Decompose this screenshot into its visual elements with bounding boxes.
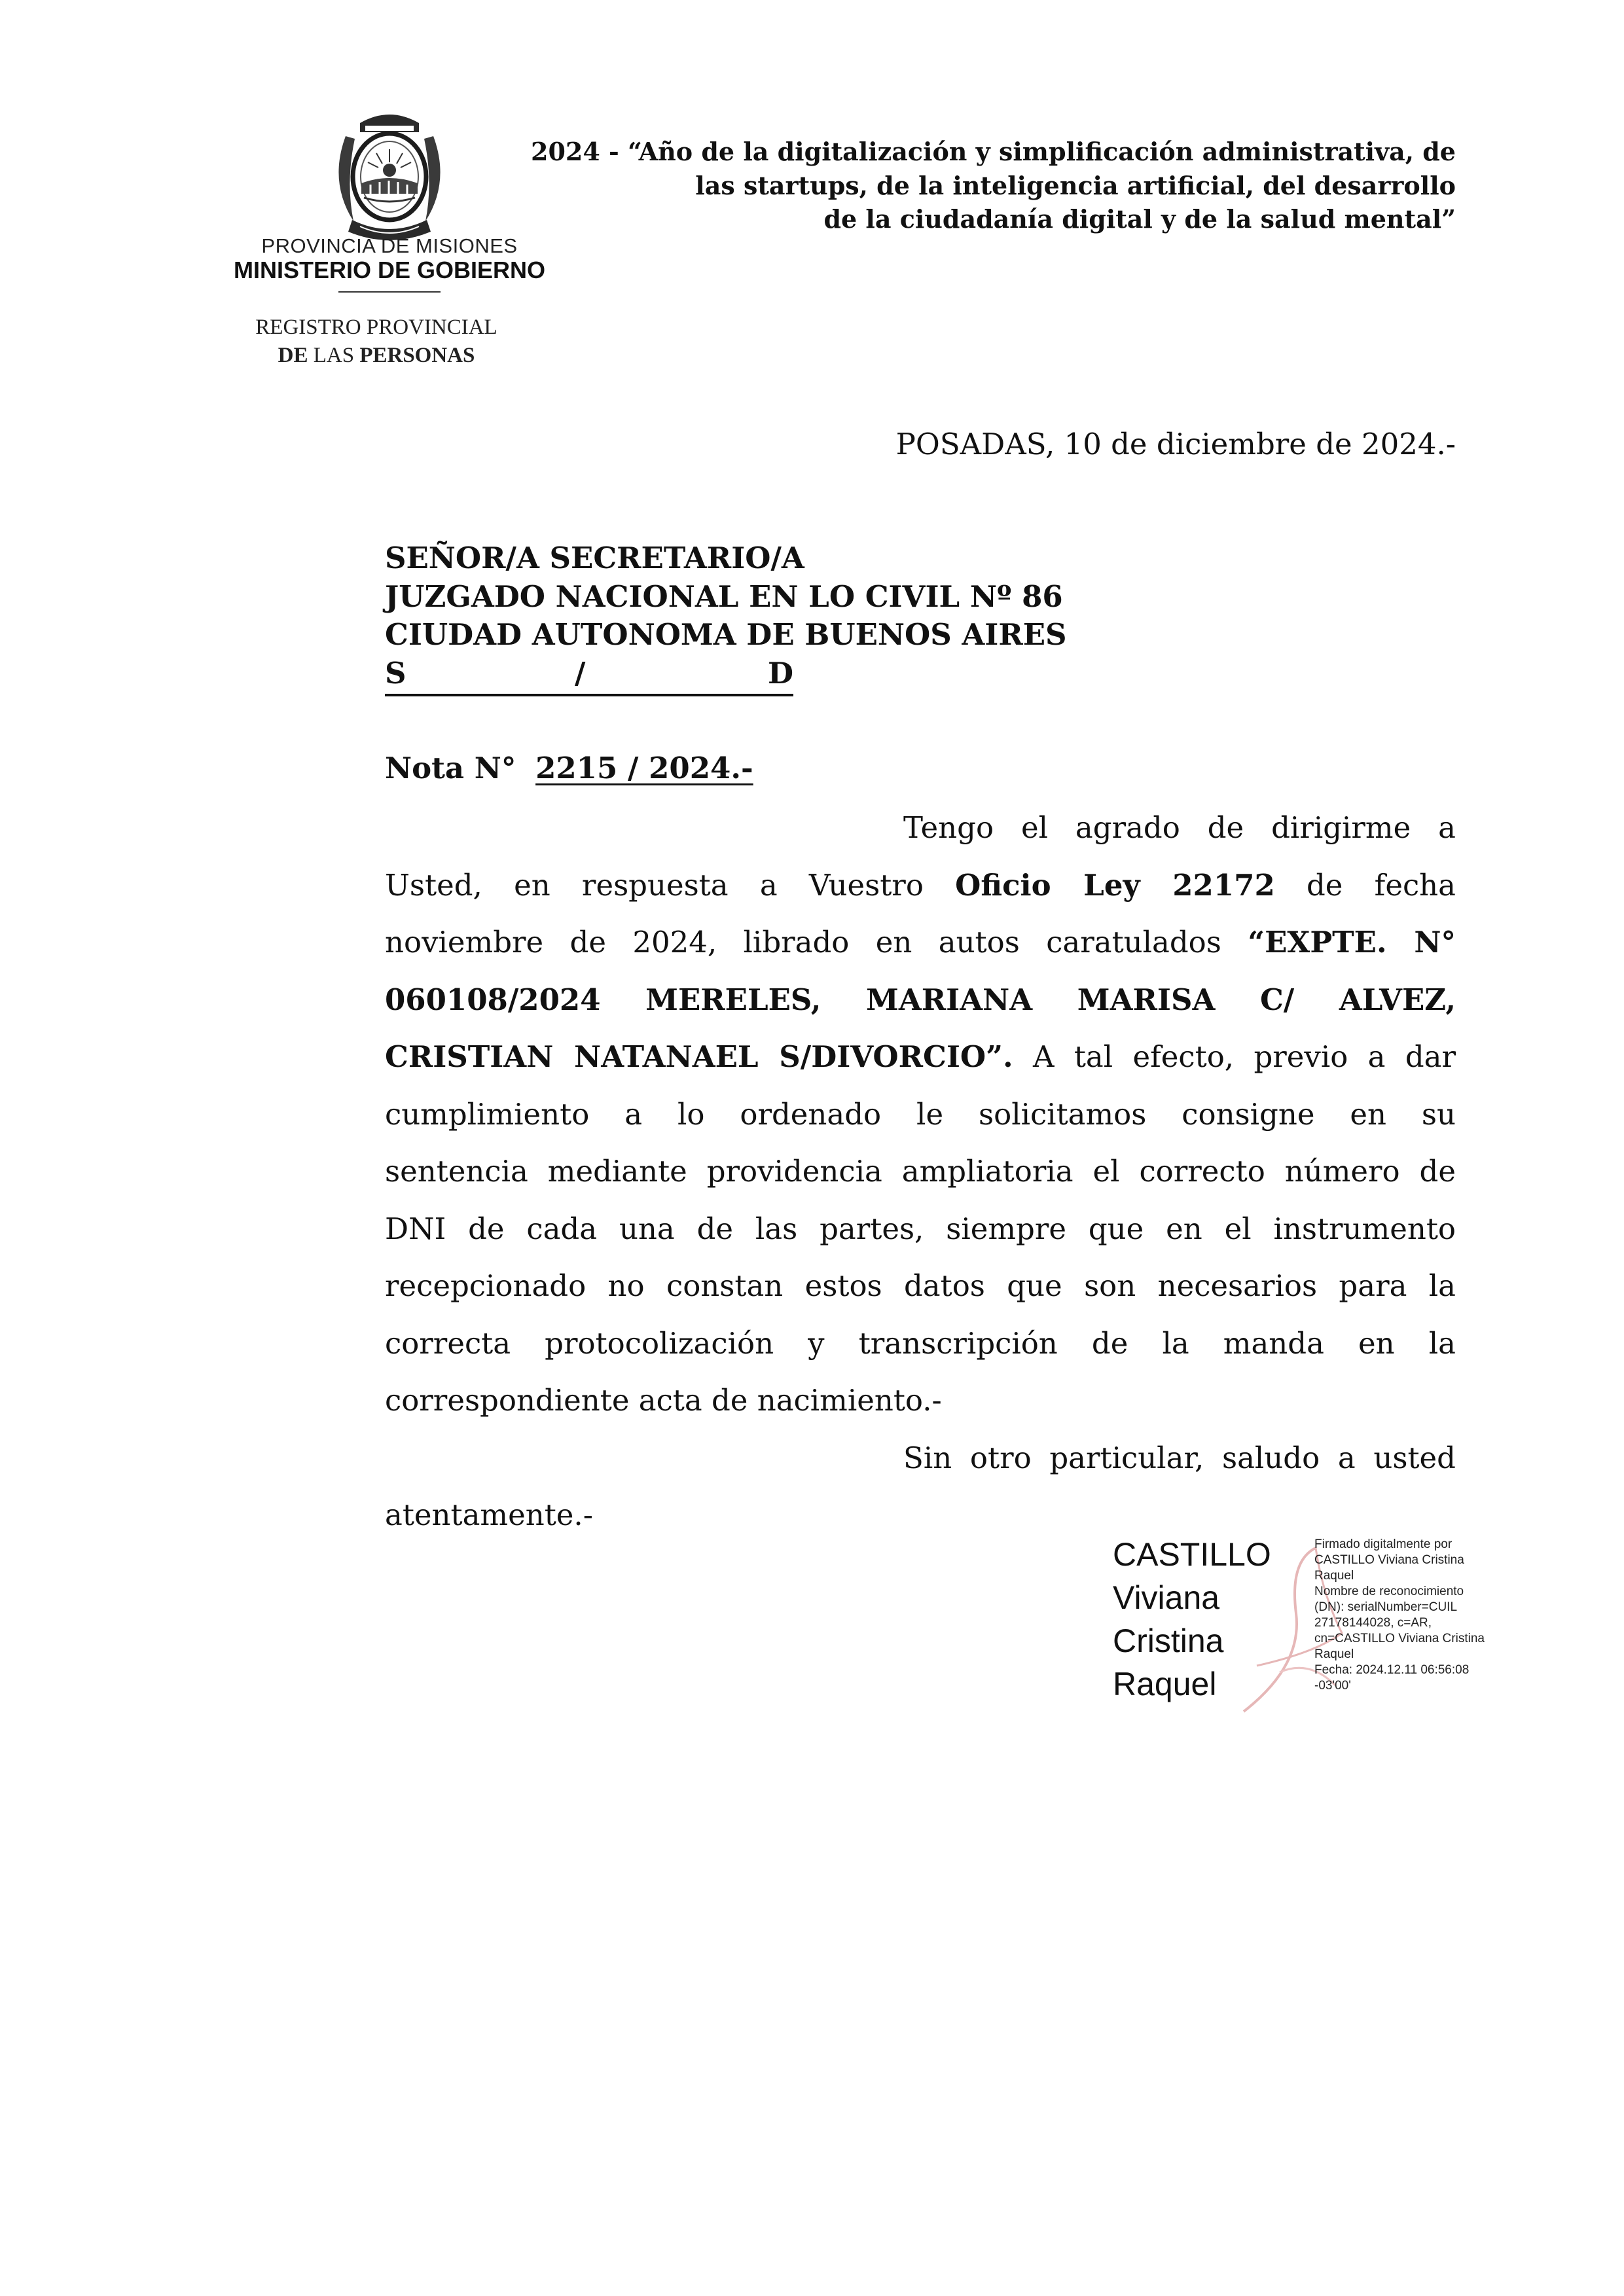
body-line-1: Tengo el agrado de dirigirme a: [903, 810, 1456, 845]
body-line-5b: A tal efecto, previo a dar: [1013, 1039, 1456, 1074]
registro-de: DE: [278, 344, 308, 367]
addressee-sd-line: [385, 656, 793, 696]
registro-personas: PERSONAS: [359, 344, 475, 367]
addressee-line3: CIUDAD AUTONOMA DE BUENOS AIRES: [385, 617, 1067, 652]
year-motto-line2: las startups, de la inteligencia artificial, del desarrollo: [695, 171, 1456, 200]
signature-meta-10: -03'00': [1314, 1679, 1351, 1693]
signer-name-line2: Viviana: [1113, 1579, 1220, 1616]
body-line-3a: noviembre de 2024, librado en autos caratulados: [385, 925, 1248, 960]
header-divider: [338, 291, 441, 293]
body-line-2a: Usted, en respuesta a Vuestro: [385, 868, 956, 903]
year-motto-line1: 2024 - “Año de la digitalización y simplificación administrativa, de: [531, 137, 1456, 166]
body-line-6: cumplimiento a lo ordenado le solicitamos consigne en su: [385, 1097, 1456, 1132]
body-line-4: [385, 980, 1456, 1020]
expte-label: “EXPTE. N°: [1248, 925, 1456, 960]
addressee-line2: JUZGADO NACIONAL EN LO CIVIL Nº 86: [385, 579, 1063, 614]
body-line-7: sentencia mediante providencia ampliatoria el correcto número de: [385, 1154, 1456, 1189]
signature-meta-8: Raquel: [1314, 1647, 1354, 1661]
registro-las: LAS: [308, 344, 360, 367]
sd-d: D: [767, 656, 793, 691]
closing-line: Sin otro particular, saludo a usted: [903, 1441, 1456, 1475]
signature-meta-4: Nombre de reconocimiento: [1314, 1585, 1464, 1598]
oficio-reference: Oficio Ley 22172: [955, 868, 1275, 903]
case-caption-part2: CRISTIAN NATANAEL S/DIVORCIO”.: [385, 1039, 1013, 1074]
body-line-3: [385, 923, 1456, 962]
body-line-2: [385, 866, 1456, 905]
ministry-name-label: MINISTERIO DE GOBIERNO: [233, 257, 546, 283]
body-line-11: correspondiente acta de nacimiento.-: [385, 1383, 942, 1418]
case-caption-part1: 060108/2024 MERELES, MARIANA MARISA C/ ALVEZ,: [385, 982, 1456, 1017]
year-motto-line3: de la ciudadanía digital y de la salud mental”: [823, 204, 1456, 234]
signer-name-line1: CASTILLO: [1113, 1536, 1271, 1573]
sd-slash: /: [575, 656, 586, 691]
signature-meta-2: CASTILLO Viviana Cristina: [1314, 1553, 1464, 1567]
body-line-8: DNI de cada una de las partes, siempre que en el instrumento: [385, 1211, 1456, 1246]
body-line-5: [385, 1037, 1456, 1077]
date-line: POSADAS, 10 de diciembre de 2024.-: [895, 427, 1456, 461]
registro-line1: REGISTRO PROVINCIAL: [255, 315, 497, 339]
note-number: 2215 / 2024.-: [535, 751, 753, 785]
signature-meta-3: Raquel: [1314, 1569, 1354, 1583]
sd-s: S: [385, 656, 406, 691]
signature-meta-7: cn=CASTILLO Viviana Cristina: [1314, 1632, 1485, 1645]
signature-meta-5: (DN): serialNumber=CUIL: [1314, 1600, 1458, 1614]
signer-name-line4: Raquel: [1113, 1666, 1217, 1702]
body-line-9: recepcionado no constan estos datos que son necesarios para la: [385, 1268, 1456, 1303]
body-line-2c: de fecha: [1274, 868, 1456, 903]
closing-atentamente: atentamente.-: [385, 1498, 593, 1532]
signature-meta-6: 27178144028, c=AR,: [1314, 1616, 1432, 1630]
addressee-line1: SEÑOR/A SECRETARIO/A: [385, 541, 804, 575]
provincial-seal-icon: [314, 110, 465, 247]
signature-meta-1: Firmado digitalmente por: [1314, 1537, 1453, 1551]
registro-line2: [196, 344, 556, 368]
body-line-10: correcta protocolización y transcripción de la manda en la: [385, 1326, 1456, 1361]
note-label: Nota N°: [385, 751, 516, 785]
ministry-province-label: PROVINCIA DE MISIONES: [261, 234, 518, 257]
signer-name-line3: Cristina: [1113, 1623, 1224, 1659]
note-reference: [385, 751, 753, 785]
signature-meta-9: Fecha: 2024.12.11 06:56:08: [1314, 1663, 1470, 1677]
